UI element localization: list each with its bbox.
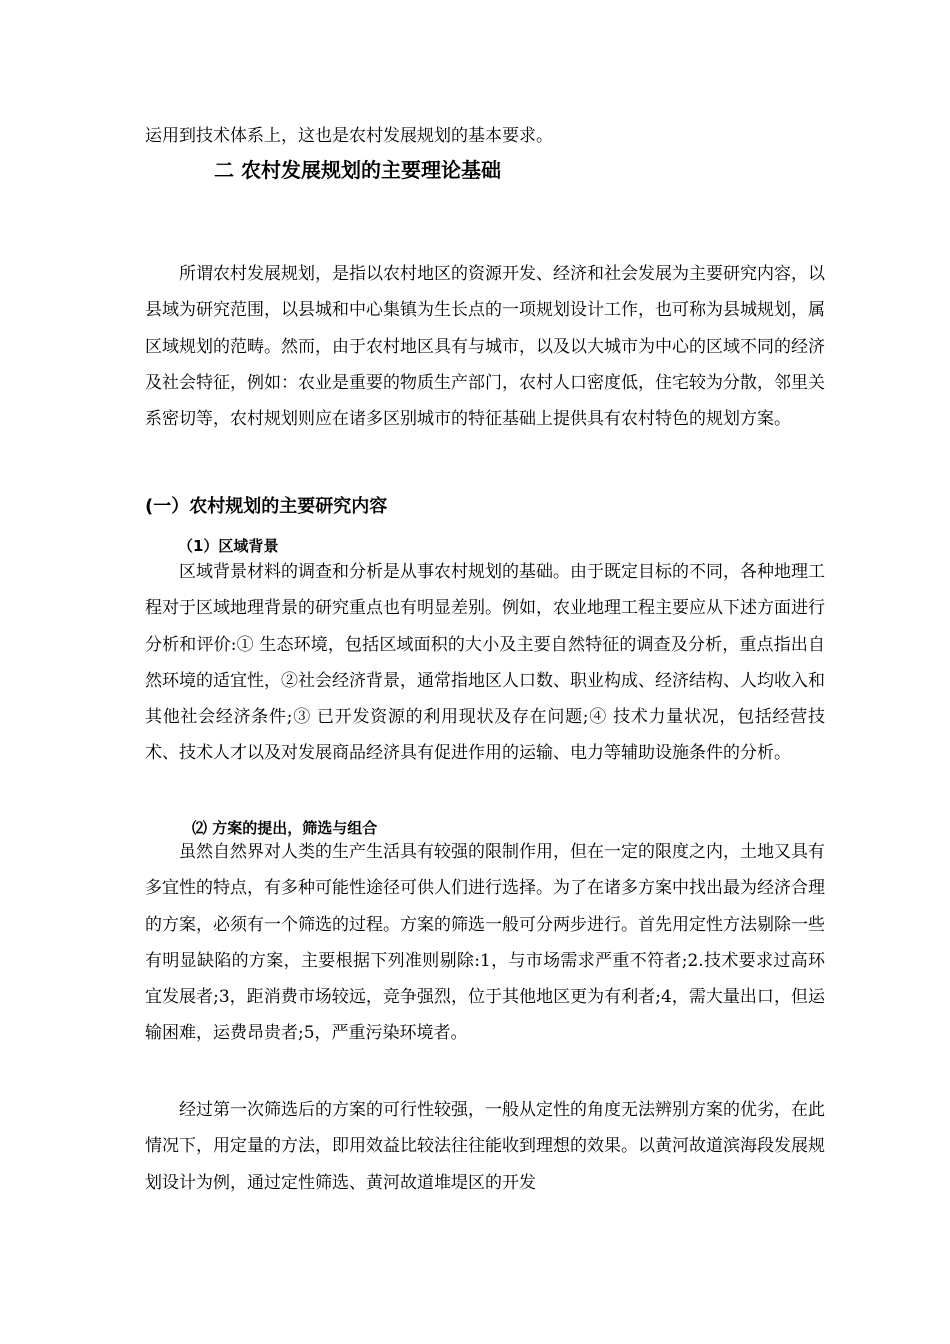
paragraph-definition: 所谓农村发展规划，是指以农村地区的资源开发、经济和社会发展为主要研究内容，以县域为研究范围，以县城和中心集镇为生长点的一项规划设计工作，也可称为县城规划，属区域规划的范畴。然而，由于农村地区具有与城市，以及以大城市为中心的区域不同的经济及社会特征，例如：农业是重要的物质生产部门，农村人口密度低，住宅较为分散，邻里关系密切等，农村规划则应在诸多区别城市的特征基础上提供具有农村特色的规划方案。 [145, 264, 825, 430]
section-title: 二 农村发展规划的主要理论基础 [214, 158, 501, 182]
paragraph-plan-selection: 虽然自然界对人类的生产生活具有较强的限制作用，但在一定的限度之内，土地又具有多宜性的特点，有多种可能性途径可供人们进行选择。为了在诸多方案中找出最为经济合理的方案，必须有一个筛选的过程。方案的筛选一般可分两步进行。首先用定性方法剔除一些有明显缺陷的方案，主要根据下列准则剔除:1，与市场需求严重不符者;2.技术要求过高环宜发展者;3，距消费市场较远，竞争强烈，位于其他地区更为有利者;4，需大量出口，但运输困难，运费昂贵者;5，严重污染环境者。 [145, 842, 825, 1044]
paragraph-quantitative-method: 经过第一次筛选后的方案的可行性较强，一般从定性的角度无法辨别方案的优劣，在此情况下，用定量的方法，即用效益比较法往往能收到理想的效果。以黄河故道滨海段发展规划设计为例，通过定性筛选、黄河故道堆堤区的开发 [145, 1100, 825, 1193]
subsection-title: (一）农村规划的主要研究内容 [145, 496, 388, 517]
paragraph-regional-background: 区域背景材料的调查和分析是从事农村规划的基础。由于既定目标的不同，各种地理工程对于区域地理背景的研究重点也有明显差别。例如，农业地理工程主要应从下述方面进行分析和评价:① 生态环境，包括区域面积的大小及主要自然特征的调查及分析，重点指出自然环境的适宜性，②社会经济背景，通常指地区人口数、职业构成、经济结构、人均收入和其他社会经济条件;③ 已开发资源的利用现状及存在问题;④ 技术力量状况，包括经营技术、技术人才以及对发展商品经济具有促进作用的运输、电力等辅助设施条件的分析。 [145, 562, 825, 764]
item-title-regional-background: （1）区域背景 [178, 537, 279, 555]
intro-line: 运用到技术体系上，这也是农村发展规划的基本要求。 [145, 126, 553, 146]
item-title-plan-selection: ⑵ 方案的提出，筛选与组合 [192, 819, 378, 837]
